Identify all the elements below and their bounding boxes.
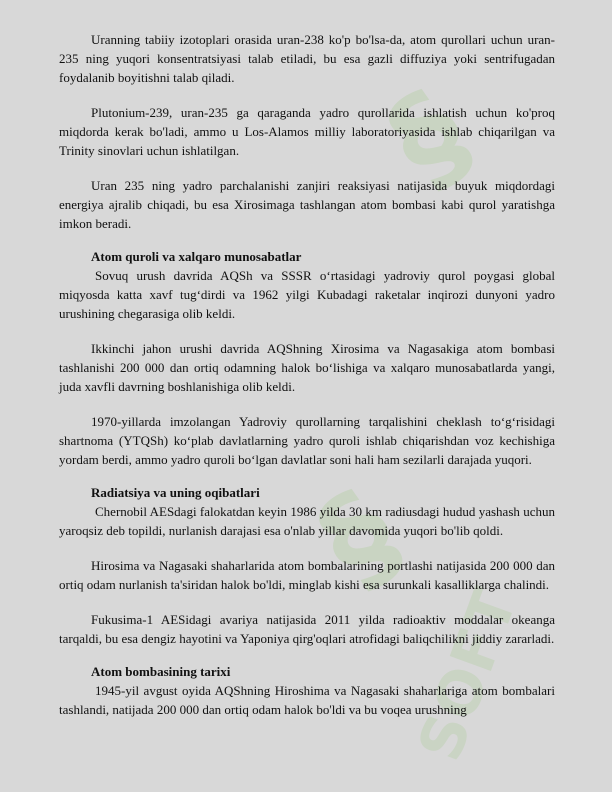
watermark-brand-text: SOFT	[405, 580, 532, 770]
document-body	[59, 30, 555, 719]
paragraph: Plutonium-239, uran-235 ga qaraganda yadro qurollarida ishlatish uchun ko'proq miqdorda kerak bo'ladi, ammo u Los-Alamos milliy laboratoriyasida ishlab chiqarilgan va Trinity sinovlari uchun ishlatilgan.	[59, 105, 555, 158]
paragraph: Hirosima va Nagasaki shaharlarida atom bombalarining portlashi natijasida 200 000 dan ortiq odam nurlanish ta'siridan halok bo'ldi, minglab kishi esa surunkali kasalliklarga chalindi.	[59, 558, 555, 592]
paragraph: 1970-yillarda imzolangan Yadroviy qurollarning tarqalishini cheklash to‘g‘risidagi shartnoma (YTQSh) ko‘plab davlatlarning yadro quroli ishlab chiqarishdan voz kechishiga yordam berdi, ammo yadro quroli bo‘lgan davlatlar soni hali ham sezilarli darajada yuqori.	[59, 414, 555, 467]
paragraph: Uran 235 ning yadro parchalanishi zanjiri reaksiyasi natijasida buyuk miqdordagi energiya ajralib chiqadi, bu esa Xirosimaga tashlangan atom bombasi kabi qurol yaratishga imkon beradi.	[59, 178, 555, 231]
section-heading: Atom quroli va xalqaro munosabatlar	[91, 249, 302, 264]
paragraph: Ikkinchi jahon urushi davrida AQShning Xirosima va Nagasakiga atom bombasi tashlanishi 200 000 dan ortiq odamning halok bo‘lishiga va xalqaro munosabatlarda yangi, juda xavfli davrning boshlanishiga olib keldi.	[59, 341, 555, 394]
paragraph: Sovuq urush davrida AQSh va SSSR o‘rtasidagi yadroviy qurol poygasi global miqyosda katta xavf tug‘dirdi va 1962 yilgi Kubadagi raketalar inqirozi dunyoni yadro urushining chegarasiga olib keldi.	[59, 268, 555, 321]
paragraph: Chernobil AESdagi falokatdan keyin 1986 yilda 30 km radiusdagi hudud yashash uchun yaroqsiz deb topildi, nurlanish darajasi esa o'nlab yillar davomida yuqori bo'lib qoldi.	[59, 504, 555, 538]
paragraph: Fukusima-1 AESidagi avariya natijasida 2011 yilda radioaktiv moddalar okeanga tarqaldi, bu esa dengiz hayotini va Yaponiya qirg'oqlari atrofidagi baliqchilikni jiddiy zararladi.	[59, 612, 555, 646]
section-heading: Atom bombasining tarixi	[91, 664, 231, 679]
watermark-logo: §	[295, 466, 421, 613]
paragraph: 1945-yil avgust oyida AQShning Hiroshima va Nagasaki shaharlariga atom bombalari tashlandi, natijada 200 000 dan ortiq odam halok bo'ldi va bu voqea urushning	[59, 683, 555, 717]
watermark-logo: §	[365, 66, 491, 213]
paragraph: Uranning tabiiy izotoplari orasida uran-238 ko'p bo'lsa-da, atom qurollari uchun uran-235 ning yuqori konsentratsiyasi talab etiladi, bu esa gazli diffuziya yoki sentrifugadan foydalanib boyitishni talab qiladi.	[59, 32, 555, 85]
section-heading: Radiatsiya va uning oqibatlari	[91, 485, 260, 500]
